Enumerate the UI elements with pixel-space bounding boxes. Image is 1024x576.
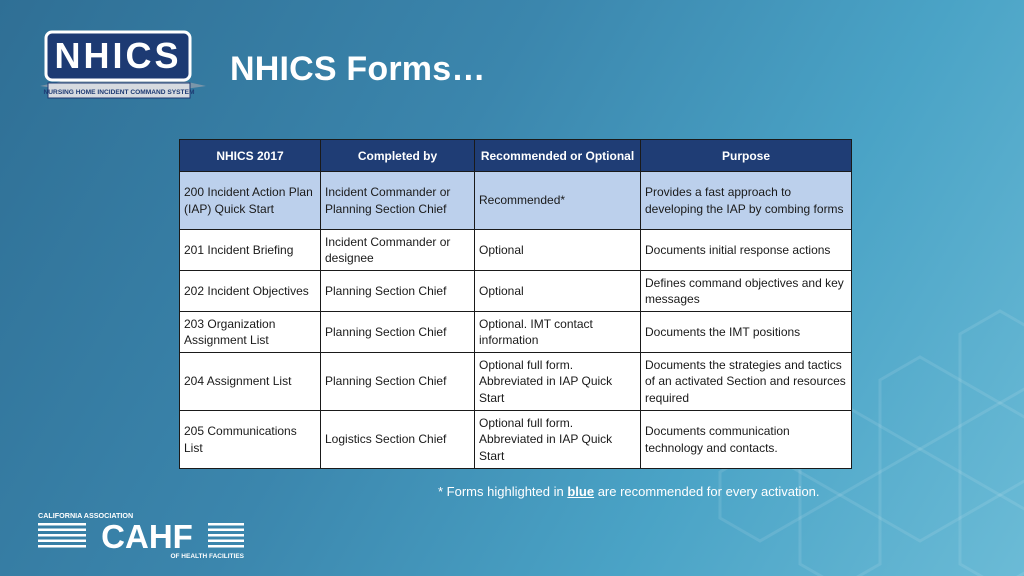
form-name-cell: 200 Incident Action Plan (IAP) Quick Start bbox=[180, 172, 321, 230]
nhics-logo-subtitle: NURSING HOME INCIDENT COMMAND SYSTEM bbox=[43, 89, 195, 96]
purpose-cell: Documents the IMT positions bbox=[641, 312, 852, 353]
recommendation-cell: Optional bbox=[475, 271, 641, 312]
completed-by-cell: Planning Section Chief bbox=[321, 312, 475, 353]
purpose-cell: Documents communication technology and contacts. bbox=[641, 411, 852, 469]
completed-by-cell: Planning Section Chief bbox=[321, 271, 475, 312]
recommendation-cell: Recommended* bbox=[475, 172, 641, 230]
table-row bbox=[180, 312, 852, 353]
form-name-cell: 205 Communications List bbox=[180, 411, 321, 469]
footnote-emphasis: blue bbox=[567, 484, 595, 499]
purpose-cell: Provides a fast approach to developing the IAP by combing forms bbox=[641, 172, 852, 230]
table-row bbox=[180, 411, 852, 469]
form-name-cell: 203 Organization Assignment List bbox=[180, 312, 321, 353]
column-header-purpose: Purpose bbox=[641, 140, 852, 172]
recommendation-cell: Optional bbox=[475, 230, 641, 271]
cahf-logo-bottom: OF HEALTH FACILITIES bbox=[170, 553, 244, 560]
footnote-suffix: are recommended for every activation. bbox=[594, 484, 820, 499]
table-row bbox=[180, 271, 852, 312]
cahf-logo-name: CAHF bbox=[101, 518, 193, 555]
form-name-cell: 202 Incident Objectives bbox=[180, 271, 321, 312]
purpose-cell: Documents initial response actions bbox=[641, 230, 852, 271]
column-header-completed-by: Completed by bbox=[321, 140, 475, 172]
column-header-recommended-optional: Recommended or Optional bbox=[475, 140, 641, 172]
completed-by-cell: Planning Section Chief bbox=[321, 353, 475, 411]
completed-by-cell: Incident Commander or Planning Section Chief bbox=[321, 172, 475, 230]
completed-by-cell: Incident Commander or designee bbox=[321, 230, 475, 271]
form-name-cell: 204 Assignment List bbox=[180, 353, 321, 411]
recommendation-cell: Optional full form. Abbreviated in IAP Quick Start bbox=[475, 353, 641, 411]
recommendation-cell: Optional full form. Abbreviated in IAP Quick Start bbox=[475, 411, 641, 469]
cahf-logo bbox=[36, 510, 246, 560]
nhics-forms-table bbox=[179, 139, 852, 469]
completed-by-cell: Logistics Section Chief bbox=[321, 411, 475, 469]
table-header-row bbox=[180, 140, 852, 172]
recommendation-cell: Optional. IMT contact information bbox=[475, 312, 641, 353]
cahf-logo-top: CALIFORNIA ASSOCIATION bbox=[38, 511, 134, 520]
nhics-logo-acronym: NHICS bbox=[54, 35, 182, 76]
footnote-prefix: * Forms highlighted in bbox=[438, 484, 568, 499]
table-row bbox=[180, 172, 852, 230]
footnote bbox=[438, 484, 820, 499]
column-header-nhics-2017: NHICS 2017 bbox=[180, 140, 321, 172]
table-row bbox=[180, 230, 852, 271]
table-row bbox=[180, 353, 852, 411]
purpose-cell: Defines command objectives and key messages bbox=[641, 271, 852, 312]
purpose-cell: Documents the strategies and tactics of an activated Section and resources required bbox=[641, 353, 852, 411]
form-name-cell: 201 Incident Briefing bbox=[180, 230, 321, 271]
page-title: NHICS Forms… bbox=[230, 50, 486, 88]
nhics-logo bbox=[34, 28, 209, 103]
